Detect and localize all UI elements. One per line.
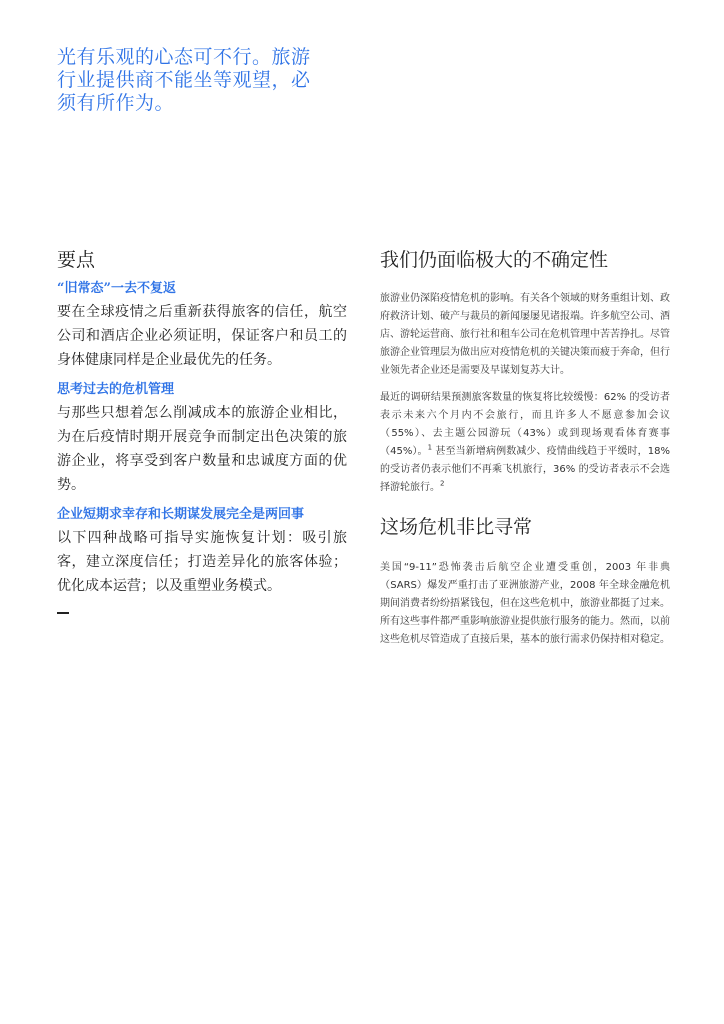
key-point-title: 企业短期求幸存和长期谋发展完全是两回事	[57, 507, 305, 522]
key-point-title: “旧常态”一去不复返	[57, 281, 176, 296]
key-points-heading: 要点	[57, 249, 96, 271]
pull-quote: 光有乐观的心态可不行。旅游行业提供商不能坐等观望，必须有所作为。	[57, 46, 311, 114]
footnote-ref: 2	[440, 479, 445, 488]
section-heading-crisis: 这场危机非比寻常	[380, 516, 533, 538]
section-unusual-crisis	[380, 515, 670, 649]
key-point-body: 以下四种战略可指导实施恢复计划：吸引旅客，建立深度信任；打造差异化的旅客体验；优化成本运营；以及重塑业务模式。	[57, 530, 347, 594]
key-point-item	[57, 381, 347, 497]
key-point-item	[57, 506, 347, 598]
paragraph-survey-results	[380, 389, 670, 497]
section-heading-uncertainty: 我们仍面临极大的不确定性	[380, 249, 609, 271]
section-end-mark	[57, 612, 69, 614]
key-point-body: 要在全球疫情之后重新获得旅客的信任，航空公司和酒店企业必须证明，保证客户和员工的身体健康同样是企业最优先的任务。	[57, 304, 347, 368]
footnote-ref: 1	[427, 443, 433, 452]
key-point-title: 思考过去的危机管理	[57, 382, 175, 397]
paragraph-past-crises: 美国“9-11”恐怖袭击后航空企业遭受重创，2003 年非典（SARS）爆发严重打击了亚洲旅游产业，2008 年全球金融危机期间消费者纷纷捂紧钱包，但在这些危机中，旅游业都挺了过来。所有这些事件都严重影响旅游业提供旅行服务的能力。然而，以前这些危机尽管造成了直接后果，基本的旅行需求仍保持相对稳定。	[380, 562, 670, 645]
article-column	[380, 248, 670, 658]
survey-text-continued: 甚至当新增病例数减少、疫情曲线趋于平缓时，18% 的受访者仍表示他们不再乘飞机旅行，36% 的受访者表示不会选择游轮旅行。	[380, 446, 670, 493]
paragraph-industry-impact: 旅游业仍深陷疫情危机的影响。有关各个领域的财务重组计划、政府救济计划、破产与裁员的新闻屡屡见诸报端。许多航空公司、酒店、游轮运营商、旅行社和租车公司在危机管理中苦苦挣扎。尽管旅游企业管理层为做出应对疫情危机的关键决策而疲于奔命，但行业领先者企业还是需要及早谋划复苏大计。	[380, 293, 670, 376]
survey-text: 最近的调研结果预测旅客数量的恢复将比较缓慢：62% 的受访者表示未来六个月内不会旅行，而且许多人不愿意参加会议（55%）、去主题公园游玩（43%）或到现场观看体育赛事（45%）。	[380, 392, 670, 457]
key-points-column	[57, 248, 347, 614]
key-point-body: 与那些只想着怎么削减成本的旅游企业相比，为在后疫情时期开展竞争而制定出色决策的旅游企业，将享受到客户数量和忠诚度方面的优势。	[57, 405, 347, 493]
key-point-item	[57, 280, 347, 372]
